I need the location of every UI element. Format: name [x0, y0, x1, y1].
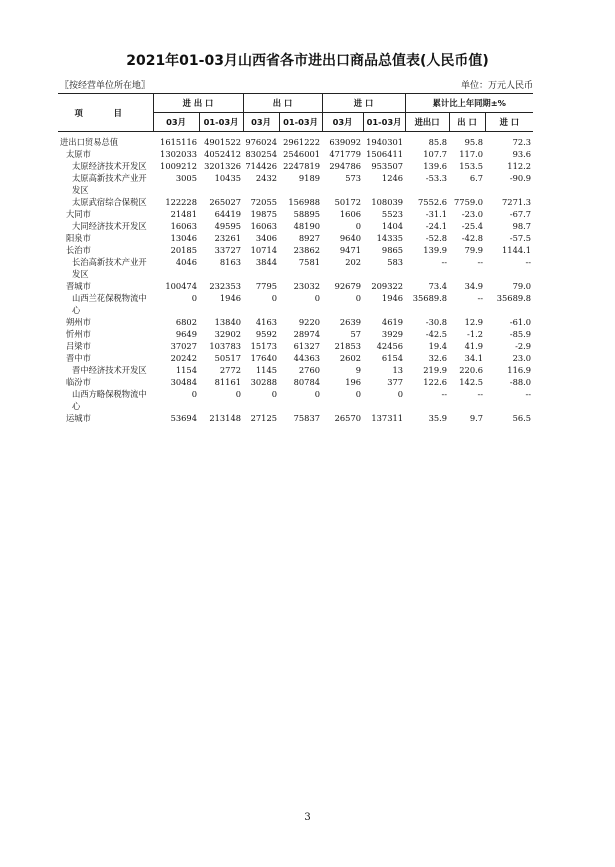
cell-value: 93.6 — [512, 149, 532, 159]
group-header-import: 进 口 — [322, 94, 405, 113]
cell-value: 98.7 — [512, 221, 532, 231]
cell-value: 0 — [355, 293, 362, 303]
cell-value: 4619 — [381, 317, 404, 327]
row-label: 长治高新技术产业开发区 — [72, 257, 147, 279]
cell-value: 0 — [191, 293, 197, 303]
cell-value: 108039 — [371, 197, 404, 207]
cell-value: 265027 — [209, 197, 242, 207]
cell-value: 6802 — [175, 317, 197, 327]
cell-value: 16063 — [250, 221, 278, 231]
cell-value: 0 — [191, 389, 197, 399]
cell-value: -- — [441, 389, 448, 399]
sub-header: 03月 — [153, 113, 199, 132]
cell-value: -- — [477, 389, 484, 399]
cell-value: 9649 — [175, 329, 197, 339]
cell-value: 1615116 — [160, 137, 197, 147]
cell-value: 7581 — [298, 257, 321, 267]
cell-value: 202 — [345, 257, 362, 267]
row-label: 晋中市 — [66, 353, 91, 363]
cell-value: 19.4 — [428, 341, 448, 351]
cell-value: 7271.3 — [502, 197, 532, 207]
table-row — [58, 132, 533, 149]
cell-value: 13046 — [170, 233, 197, 243]
cell-value: 573 — [345, 173, 362, 183]
cell-value: 5523 — [381, 209, 404, 219]
cell-value: 219.9 — [423, 365, 448, 375]
cell-value: 42456 — [376, 341, 404, 351]
cell-value: 639092 — [329, 137, 362, 147]
table-row — [58, 340, 533, 352]
table-row — [58, 208, 533, 220]
cell-value: 28974 — [293, 329, 321, 339]
row-label: 晋中经济技术开发区 — [72, 365, 147, 375]
cell-value: 1404 — [381, 221, 404, 231]
table-row — [58, 352, 533, 364]
cell-value: 79.0 — [512, 281, 532, 291]
row-label: 运城市 — [66, 413, 91, 423]
cell-value: 20185 — [170, 245, 197, 255]
cell-value: 103783 — [209, 341, 242, 351]
cell-value: 16063 — [170, 221, 197, 231]
cell-value: -- — [525, 257, 532, 267]
cell-value: -- — [477, 293, 484, 303]
table-row — [58, 328, 533, 340]
cell-value: 23261 — [214, 233, 242, 243]
cell-value: 0 — [271, 293, 278, 303]
row-label: 忻州市 — [66, 329, 91, 339]
sub-header: 01-03月 — [363, 113, 405, 132]
cell-value: 80784 — [293, 377, 321, 387]
cell-value: 7552.6 — [418, 197, 448, 207]
cell-value: 4046 — [175, 257, 197, 267]
cell-value: 2772 — [219, 365, 242, 375]
cell-value: -85.9 — [509, 329, 532, 339]
cell-value: 471779 — [329, 149, 362, 159]
table-row — [58, 256, 533, 280]
cell-value: -90.9 — [509, 173, 532, 183]
sub-header: 01-03月 — [279, 113, 322, 132]
cell-value: 72.3 — [512, 137, 532, 147]
cell-value: 1606 — [339, 209, 362, 219]
cell-value: 50517 — [214, 353, 242, 363]
sub-header: 03月 — [322, 113, 363, 132]
cell-value: 44363 — [293, 353, 321, 363]
cell-value: 72055 — [250, 197, 278, 207]
cell-value: 73.4 — [428, 281, 448, 291]
cell-value: 85.8 — [428, 137, 448, 147]
cell-value: 107.7 — [423, 149, 448, 159]
cell-value: 1246 — [381, 173, 404, 183]
cell-value: -61.0 — [509, 317, 532, 327]
cell-value: 34.9 — [464, 281, 484, 291]
page-number: 3 — [304, 812, 311, 823]
cell-value: 976024 — [245, 137, 278, 147]
cell-value: 116.9 — [507, 365, 532, 375]
cell-value: 156988 — [288, 197, 321, 207]
cell-value: 0 — [355, 221, 362, 231]
table-row — [58, 316, 533, 328]
cell-value: 583 — [387, 257, 404, 267]
cell-value: 35.9 — [428, 413, 448, 423]
cell-value: -2.9 — [515, 341, 532, 351]
cell-value: -- — [441, 257, 448, 267]
cell-value: 12.9 — [464, 317, 484, 327]
cell-value: 81161 — [214, 377, 242, 387]
cell-value: 34.1 — [464, 353, 484, 363]
cell-value: 153.5 — [459, 161, 484, 171]
cell-value: 9640 — [339, 233, 362, 243]
cell-value: 14335 — [376, 233, 404, 243]
cell-value: 64419 — [214, 209, 242, 219]
cell-value: -- — [525, 389, 532, 399]
cell-value: 95.8 — [464, 137, 484, 147]
row-label: 太原经济技术开发区 — [72, 161, 147, 171]
cell-value: 8163 — [219, 257, 242, 267]
sub-header: 01-03月 — [199, 113, 243, 132]
cell-value: 15173 — [250, 341, 278, 351]
cell-value: 27125 — [250, 413, 278, 423]
row-label: 进出口贸易总值 — [60, 137, 119, 147]
cell-value: 30484 — [170, 377, 197, 387]
cell-value: 3406 — [255, 233, 278, 243]
cell-value: 1946 — [219, 293, 242, 303]
cell-value: -52.8 — [425, 233, 448, 243]
group-header-change: 累计比上年同期±% — [405, 94, 533, 113]
table-row — [58, 148, 533, 160]
cell-value: -42.5 — [425, 329, 448, 339]
cell-value: 1145 — [255, 365, 278, 375]
cell-value: 112.2 — [507, 161, 532, 171]
cell-value: 377 — [387, 377, 404, 387]
cell-value: 1946 — [381, 293, 404, 303]
cell-value: -25.4 — [461, 221, 484, 231]
table-row — [58, 364, 533, 376]
row-label: 吕梁市 — [66, 341, 91, 351]
cell-value: 35689.8 — [412, 293, 448, 303]
cell-value: 6.7 — [469, 173, 484, 183]
sub-header: 出 口 — [449, 113, 485, 132]
cell-value: 37027 — [170, 341, 197, 351]
cell-value: 196 — [345, 377, 362, 387]
sub-header: 进出口 — [405, 113, 449, 132]
cell-value: 23862 — [293, 245, 321, 255]
unit-note: 单位：万元人民币 — [460, 81, 533, 91]
cell-value: 32.6 — [428, 353, 448, 363]
row-label: 山西兰花保税物流中心 — [72, 293, 147, 315]
row-label: 长治市 — [66, 245, 91, 255]
cell-value: 122.6 — [423, 377, 448, 387]
table-row — [58, 412, 533, 424]
cell-value: 58895 — [293, 209, 321, 219]
table-body — [58, 132, 533, 425]
row-label: 晋城市 — [66, 281, 91, 291]
cell-value: 0 — [355, 389, 362, 399]
cell-value: -42.8 — [461, 233, 484, 243]
cell-value: 139.9 — [423, 245, 448, 255]
cell-value: 0 — [314, 389, 321, 399]
row-label: 太原高新技术产业开发区 — [72, 173, 147, 195]
cell-value: 57 — [350, 329, 362, 339]
cell-value: 1144.1 — [502, 245, 532, 255]
group-header-export: 出 口 — [243, 94, 322, 113]
cell-value: 26570 — [334, 413, 362, 423]
cell-value: 142.5 — [459, 377, 484, 387]
cell-value: 220.6 — [459, 365, 484, 375]
cell-value: 1302033 — [160, 149, 197, 159]
cell-value: 2247819 — [283, 161, 321, 171]
cell-value: 3844 — [255, 257, 278, 267]
cell-value: -31.1 — [425, 209, 448, 219]
cell-value: 3201326 — [204, 161, 242, 171]
row-label: 太原武宿综合保税区 — [72, 197, 147, 207]
cell-value: 100474 — [165, 281, 197, 291]
trade-table — [58, 93, 533, 424]
cell-value: 13840 — [214, 317, 242, 327]
table-row — [58, 232, 533, 244]
cell-value: 92679 — [334, 281, 362, 291]
row-label: 阳泉市 — [66, 233, 91, 243]
cell-value: 0 — [271, 389, 278, 399]
table-row — [58, 292, 533, 316]
table-row — [58, 220, 533, 232]
cell-value: 2432 — [255, 173, 278, 183]
cell-value: 2760 — [298, 365, 321, 375]
cell-value: 41.9 — [464, 341, 484, 351]
cell-value: 2602 — [339, 353, 362, 363]
cell-value: 2961222 — [283, 137, 321, 147]
cell-value: 830254 — [245, 149, 278, 159]
cell-value: 10435 — [214, 173, 242, 183]
cell-value: 23032 — [293, 281, 321, 291]
cell-value: -30.8 — [425, 317, 448, 327]
table-row — [58, 244, 533, 256]
cell-value: -57.5 — [509, 233, 532, 243]
cell-value: 0 — [397, 389, 404, 399]
cell-value: 232353 — [209, 281, 242, 291]
cell-value: 9471 — [339, 245, 362, 255]
cell-value: 4901522 — [204, 137, 242, 147]
cell-value: 7759.0 — [454, 197, 484, 207]
cell-value: 10714 — [250, 245, 278, 255]
cell-value: 53694 — [170, 413, 197, 423]
cell-value: -1.2 — [467, 329, 484, 339]
cell-value: 2639 — [339, 317, 362, 327]
cell-value: 9.7 — [469, 413, 484, 423]
sub-header: 03月 — [243, 113, 279, 132]
cell-value: 56.5 — [512, 413, 532, 423]
cell-value: 714426 — [245, 161, 278, 171]
cell-value: 213148 — [209, 413, 242, 423]
cell-value: 4163 — [255, 317, 278, 327]
cell-value: 1009212 — [160, 161, 197, 171]
cell-value: 294786 — [329, 161, 362, 171]
cell-value: 8927 — [298, 233, 321, 243]
row-label: 大同市 — [66, 209, 91, 219]
cell-value: 0 — [314, 293, 321, 303]
cell-value: 7795 — [255, 281, 278, 291]
cell-value: 33727 — [214, 245, 242, 255]
cell-value: 1154 — [175, 365, 197, 375]
cell-value: 2546001 — [283, 149, 321, 159]
cell-value: 61327 — [293, 341, 321, 351]
cell-value: 122228 — [165, 197, 197, 207]
cell-value: 21481 — [170, 209, 197, 219]
cell-value: 17640 — [250, 353, 278, 363]
cell-value: 79.9 — [464, 245, 484, 255]
cell-value: 0 — [235, 389, 242, 399]
cell-value: 137311 — [371, 413, 404, 423]
page-title: 2021年01-03月山西省各市进出口商品总值表(人民币值) — [126, 53, 489, 69]
cell-value: 23.0 — [512, 353, 532, 363]
row-label: 太原市 — [66, 149, 91, 159]
group-header-total: 进 出 口 — [153, 94, 243, 113]
row-label: 朔州市 — [66, 317, 91, 327]
cell-value: 19875 — [250, 209, 278, 219]
cell-value: 1940301 — [366, 137, 404, 147]
cell-value: 139.6 — [423, 161, 448, 171]
cell-value: 30288 — [250, 377, 278, 387]
cell-value: 1506411 — [366, 149, 404, 159]
row-label: 大同经济技术开发区 — [72, 221, 147, 231]
cell-value: 3005 — [175, 173, 197, 183]
cell-value: 35689.8 — [496, 293, 532, 303]
cell-value: 209322 — [371, 281, 404, 291]
table-header — [58, 94, 533, 132]
cell-value: 13 — [392, 365, 404, 375]
cell-value: 6154 — [381, 353, 404, 363]
table-row — [58, 280, 533, 292]
sub-header: 进 口 — [485, 113, 533, 132]
cell-value: -53.3 — [425, 173, 448, 183]
cell-value: 20242 — [170, 353, 197, 363]
cell-value: 50172 — [334, 197, 362, 207]
cell-value: 3929 — [381, 329, 404, 339]
cell-value: -- — [477, 257, 484, 267]
scope-note: 〖按经营单位所在地〗 — [60, 81, 151, 91]
cell-value: -67.7 — [509, 209, 532, 219]
item-header: 项 目 — [58, 94, 153, 132]
cell-value: 9592 — [255, 329, 278, 339]
table-row — [58, 160, 533, 172]
cell-value: 117.0 — [459, 149, 484, 159]
cell-value: 4052412 — [204, 149, 242, 159]
cell-value: 48190 — [293, 221, 321, 231]
cell-value: -24.1 — [425, 221, 448, 231]
table-row — [58, 172, 533, 196]
row-label: 山西方略保税物流中心 — [72, 389, 147, 411]
cell-value: 21853 — [334, 341, 362, 351]
cell-value: 32902 — [214, 329, 242, 339]
table-row — [58, 376, 533, 388]
row-label: 临汾市 — [66, 377, 91, 387]
table-row — [58, 388, 533, 412]
cell-value: 9 — [355, 365, 362, 375]
cell-value: 9220 — [298, 317, 321, 327]
cell-value: 953507 — [371, 161, 404, 171]
cell-value: 9865 — [381, 245, 404, 255]
cell-value: 75837 — [293, 413, 321, 423]
cell-value: -88.0 — [509, 377, 532, 387]
cell-value: -23.0 — [461, 209, 484, 219]
cell-value: 49595 — [214, 221, 242, 231]
table-row — [58, 196, 533, 208]
cell-value: 9189 — [298, 173, 321, 183]
